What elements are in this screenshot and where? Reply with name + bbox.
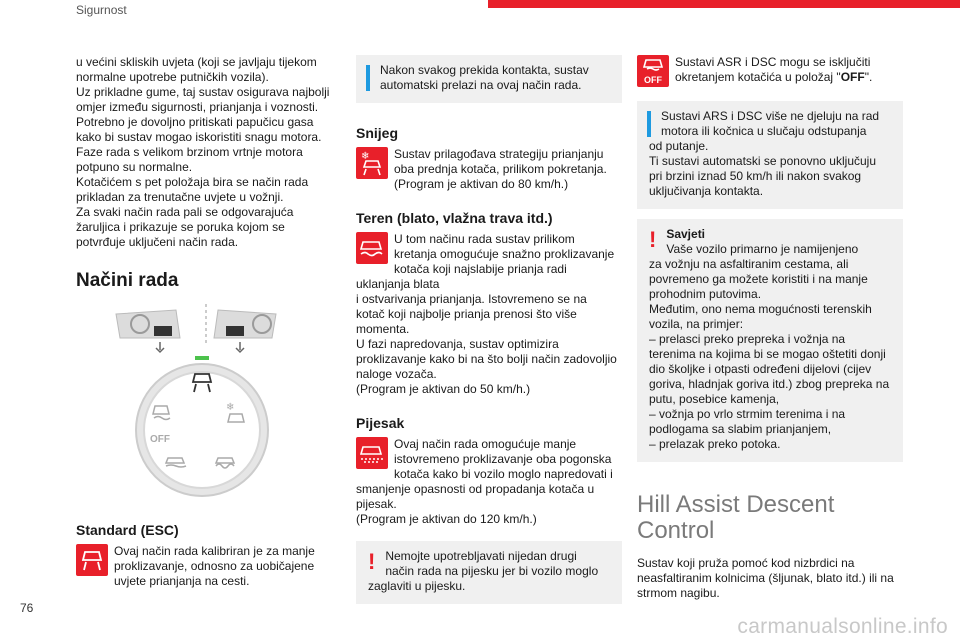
terrain-text: U tom načinu rada sustav prilikom kretanja omogućuje snažno proklizavanje kotača koji najslabije prianja radi uklanjanja blata i ostvarivanja prianjanja. Istovremeno se na kotač koji najbolje prianja prenosi što više momenta. U fazi napredovanja, sustav optimizira proklizavanje kako bi na što bolji način zadovoljio naloge vozača. (Program je aktivan do 50 km/h.) [356,232,617,396]
svg-text:❄: ❄ [361,151,370,162]
tips-text: Vaše vozilo primarno je namijenjeno za vožnju na asfaltiranim cestama, ali povremeno ga možete koristiti i na manje prohodnim putovima. Međutim, ono nema mogućnosti terenskih vozila, na primjer: – prelasci preko prepreka i vožnja na terenima na kojima bi se mogao oštetiti donji dio školjke i otpasti određeni dijelovi (cijev goriva, hladnjak goriva itd.) zbog prepreka na putu, posebice kamenja, – vožnja po vrlo strmim terenima i na podlogama sa slabim prianjanjem, – prelazak preko potoka. [649,242,890,451]
sand-title: Pijesak [356,415,405,431]
warning-text: Nemojte upotrebljavati nijedan drugi način rada na pijesku jer bi vozilo moglo zaglaviti u pijesku. [368,549,599,593]
mode-selector-diagram [76,304,338,504]
sand-paragraph [356,437,622,527]
mode-selector-illustration [76,304,338,504]
info-icon [647,111,651,137]
terrain-title: Teren (blato, vlažna trava itd.) [356,210,553,226]
console-right-icon [214,310,276,352]
header-accent-bar [488,0,960,8]
console-left-icon [116,310,180,352]
hill-assist-title: Hill Assist Descent Control [637,491,835,544]
page-number: 76 [20,601,34,615]
sand-text: Ovaj način rada omogućuje manje istovremeno proklizavanje oba pogonska kotača kako bi vozilo moglo napredovati i smanjenje opasnosti od propadanja kotača u pijesak. (Program je aktivan do 120 km/h.) [356,437,613,526]
warning-icon: ! [649,227,657,252]
running-header: Sigurnost [76,3,127,17]
asr-off-text: Sustavi ASR i DSC mogu se isključiti okretanjem kotačića u položaj "OFF". [675,55,873,84]
column-3 [637,55,903,601]
column-2 [356,55,622,604]
standard-text: Ovaj način rada kalibriran je za manje proklizavanje, odnosno za uobičajene uvjete prianjanja na cesti. [114,544,315,588]
tips-title: Savjeti [666,227,706,241]
hill-assist-text: Sustav koji pruža pomoć kod nizbrdici na neasfaltiranim kolnicima (šljunak, blato itd.) ili na strmom nagibu. [637,556,894,600]
asr-off-paragraph [637,55,903,89]
mud-mode-icon [356,232,388,264]
info-note-auto-mode [356,55,622,103]
info-note-ars-text: Sustavi ARS i DSC više ne djeluju na rad motora ili kočnica u slučaju odstupanja od putanje. Ti sustavi automatski se ponovno uključuju pri brzini iznad 50 km/h ili nakon svakog uključivanja kontakta. [649,109,880,198]
column-1 [76,55,338,589]
info-icon [366,65,370,91]
asr-off-icon [637,55,669,87]
snow-title: Snijeg [356,125,399,141]
snow-text: Sustav prilagođava strategiju prianjanju oba prednja kotača, prilikom pokretanja. (Program je aktivan do 80 km/h.) [394,147,607,191]
warning-icon: ! [368,549,376,574]
svg-text:❄: ❄ [226,402,235,413]
section-title-modes: Načini rada [76,270,179,291]
off-position-label: OFF [840,70,865,84]
sand-mode-icon [356,437,388,469]
standard-title: Standard (ESC) [76,522,179,538]
esc-mode-icon [76,544,108,576]
warning-note-sand [356,541,622,604]
intro-paragraph: u većini skliskih uvjeta (koji se javljaju tijekom normalne upotrebe putničkih vozila). Uz prikladne gume, taj sustav osigurava najbolji omjer između sigurnosti, prianjanja i voznosti. Potrebno je dovoljno pritiskati papučicu gasa kako bi sustav mogao iskoristiti snagu motora. Faze rada s velikom brzinom vrtnje motora potpuno su normalne. Kotačićem s pet položaja bira se način rada prikladan za trenutačne uvjete u vožnji. Za svaki način rada pali se odgovarajuća žaruljica i prikazuje se poruka kojom se potvrđuje uključeni način rada. [76,55,330,249]
svg-text:OFF: OFF [644,75,662,85]
watermark: carmanualsonline.info [737,615,948,638]
snow-mode-icon [356,147,388,179]
mode-dial [136,356,268,496]
info-note-text: Nakon svakog prekida kontakta, sustav automatski prelazi na ovaj način rada. [380,63,589,92]
standard-paragraph [76,544,338,589]
terrain-paragraph [356,232,622,397]
svg-text:OFF: OFF [150,434,170,445]
tips-note [637,219,903,462]
info-note-ars-dsc [637,101,903,209]
snow-paragraph [356,147,622,192]
